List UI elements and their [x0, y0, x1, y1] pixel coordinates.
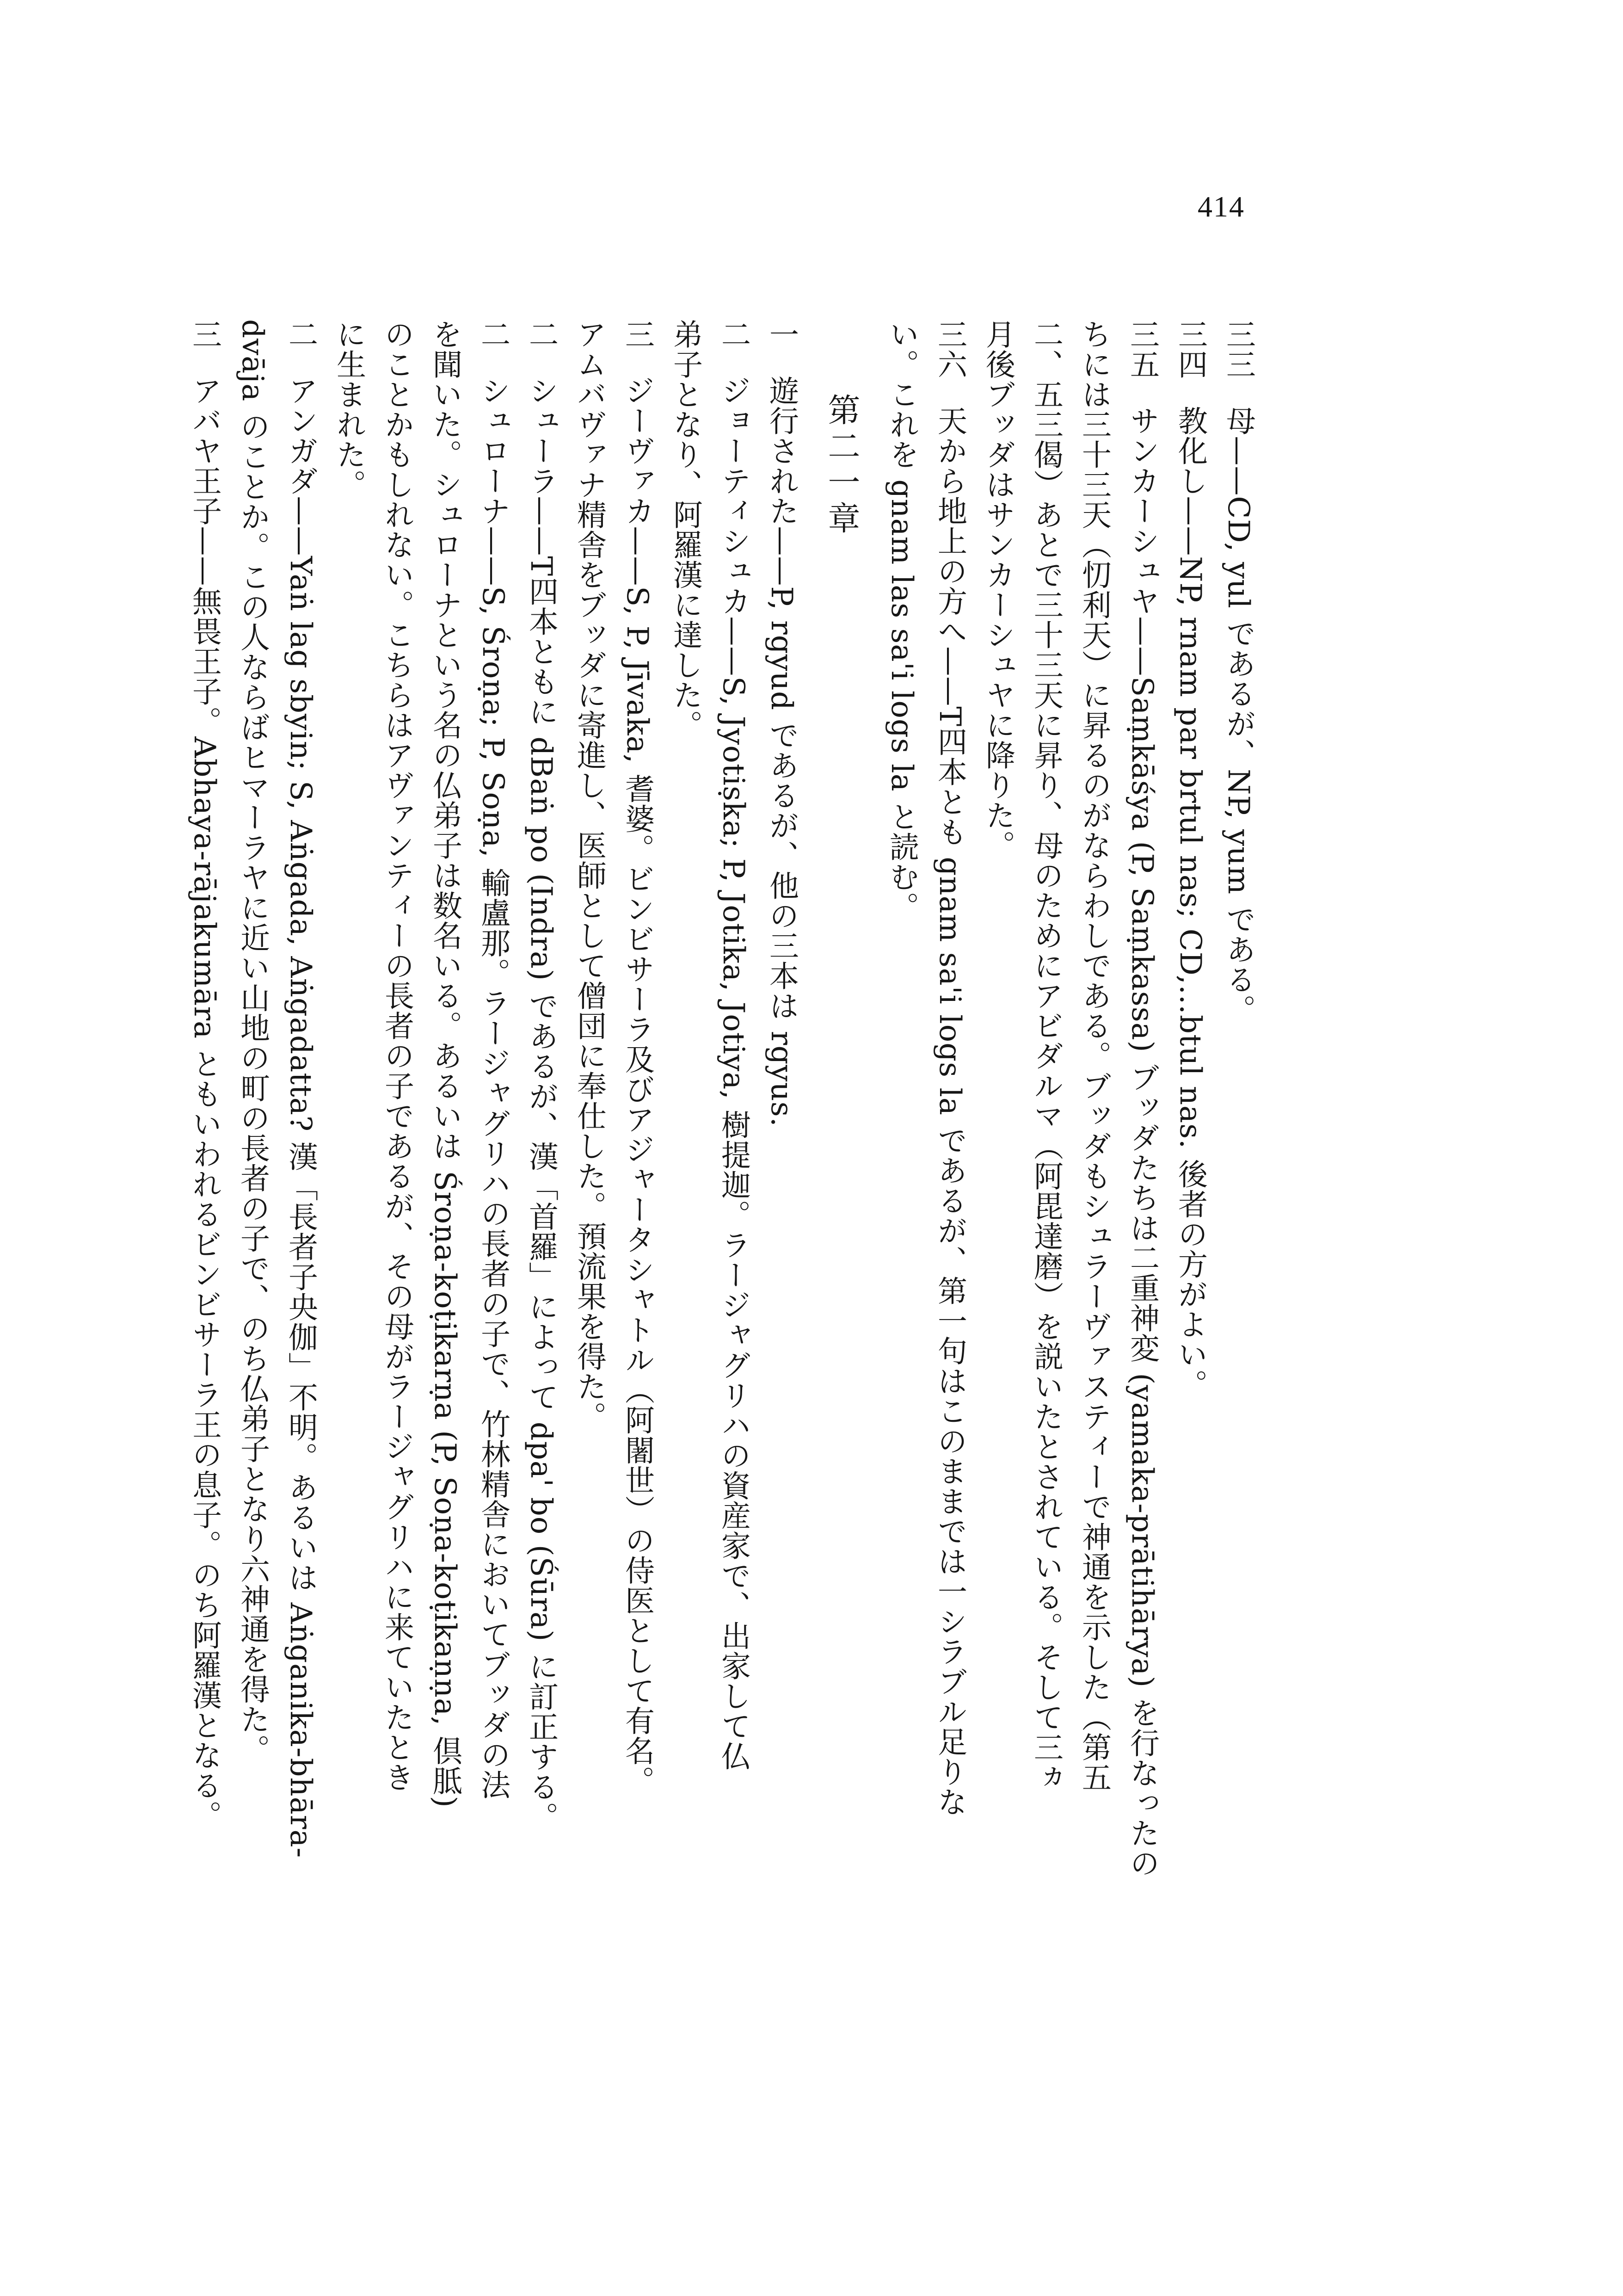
note-1	[757, 319, 805, 2146]
note-continuation: を聞いた。シュローナという名の仏弟子は数名いる。あるいは Śroṇa-koṭikarṇa (P, Soṇa-koṭikaṇṇa, 倶胝)	[428, 319, 462, 1808]
note-text: アンガダ——Yaṅ lag sbyin; S, Aṅgada, Aṅgadatta? 漢「長者子央伽」不明。あるいは Aṅganika-bhāra-	[283, 376, 318, 1858]
note-5	[469, 319, 517, 2146]
note-3	[613, 319, 661, 2146]
note-number: 三三	[1221, 319, 1255, 379]
note-number: 三四	[1173, 319, 1207, 379]
note-4	[517, 319, 565, 2146]
page-number: 414	[1198, 190, 1245, 223]
note-text: 教化し——NP, rnam par brtul nas; CD,…btul nas. 後者の方がよい。	[1173, 406, 1207, 1400]
note-number: 三	[620, 319, 654, 349]
note-number: 二	[476, 319, 510, 349]
note-continuation: に生まれた。	[332, 319, 366, 500]
note-2	[709, 319, 757, 2146]
note-text: 天から地上の方へ——T四本とも gnam sa'i logs la であるが、第一句はこのままでは一シラブル足りな	[933, 406, 967, 1817]
note-continuation: 月後ブッダはサンカーシュヤに降りた。	[981, 319, 1015, 860]
note-text: サンカーシュヤ——Saṃkāśya (P, Saṃkassa) ブッダたちは二重神変 (yamaka-prātihārya) を行なったの	[1125, 406, 1159, 1878]
note-text: ジーヴァカ——S, P, Jīvaka, 耆婆。ビンビサーラ及びアジャータシャトル（阿闍世）の侍医として有名。	[620, 376, 654, 1796]
note-continuation: dvāja のことか。この人ならばヒマーラヤに近い山地の町の長者の子で、のち仏弟子となり六神通を得た。	[235, 319, 270, 1765]
chapter-heading: 第二一章	[823, 393, 861, 537]
note-number: 二	[716, 319, 750, 349]
note-continuation: 弟子となり、阿羅漢に達した。	[668, 319, 702, 740]
note-text: シューラ——T四本ともに dBaṅ po (Indra) であるが、漢「首羅」によって dpa' bo (Śūra) に訂正する。	[524, 376, 558, 1832]
note-number: 二	[283, 319, 318, 349]
note-number: 一	[764, 319, 799, 349]
note-text: 母——CD, yul であるが、NP, yum である。	[1221, 406, 1255, 1025]
note-34	[1166, 319, 1214, 2146]
note-33	[1214, 319, 1262, 2146]
note-continuation: のことかもしれない。こちらはアヴァンティーの長者の子であるが、その母がラージャグリハに来ていたとき	[380, 319, 414, 1792]
note-continuation: ちには三十三天（忉利天）に昇るのがならわしである。ブッダもシュラーヴァスティーで神通を示した（第五	[1077, 319, 1111, 1792]
document-body	[180, 319, 1262, 2146]
note-number: 三五	[1125, 319, 1159, 379]
note-text: 遊行された——P, rgyud であるが、他の三本は rgyus.	[764, 376, 799, 1127]
note-text: シュローナ——S, Śroṇa; P, Soṇa, 輸盧那。ラージャグリハの長者の子で、竹林精舎においてブッダの法	[476, 376, 510, 1800]
note-continuation: アムバヴァナ精舎をブッダに寄進し、医師として僧団に奉仕した。預流果を得た。	[572, 319, 606, 1432]
note-6	[277, 319, 325, 2146]
note-text: アバヤ王子——無畏王子。Abhaya-rājakumāra ともいわれるビンビサーラ王の息子。のち阿羅漢となる。	[187, 376, 221, 1831]
note-7	[180, 319, 228, 2146]
note-36	[926, 319, 974, 2146]
note-35	[1118, 319, 1166, 2146]
note-number: 三六	[933, 319, 967, 379]
note-number: 三	[187, 319, 221, 349]
note-continuation: 二、五三偈）あとで三十三天に昇り、母のためにアビダルマ（阿毘達磨）を説いたとされている。そして三ヵ	[1029, 319, 1063, 1792]
note-continuation: い。これを gnam las sa'i logs la と読む。	[885, 319, 919, 922]
note-text: ジョーティシュカ——S, Jyotiṣka; P, Jotika, Jotiya, 樹提迦。ラージャグリハの資産家で、出家して仏	[716, 376, 750, 1771]
note-number: 二	[524, 319, 558, 349]
